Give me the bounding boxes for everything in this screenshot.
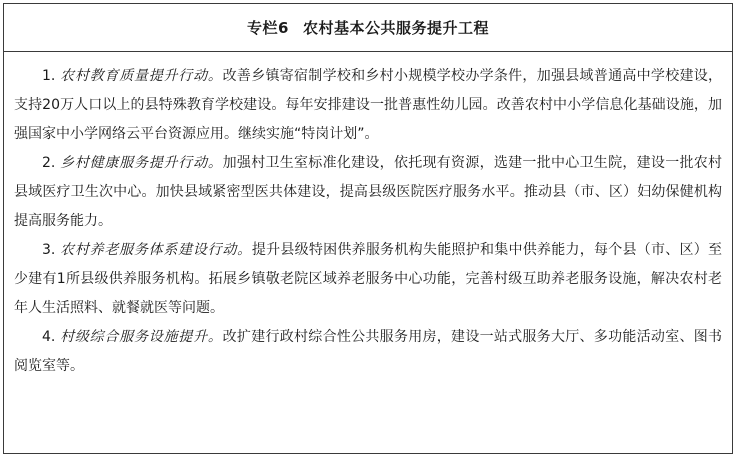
column-box	[3, 3, 733, 454]
item-heading: 乡村健康服务提升行动。	[60, 155, 223, 171]
column-content	[4, 52, 732, 381]
item-index: 3.	[42, 242, 56, 258]
list-item	[14, 236, 722, 323]
list-item	[14, 323, 722, 381]
list-item	[14, 62, 722, 149]
item-body: 改扩建行政村综合性公共服务用房，建设一站式服务大厅、多功能活动室、图书阅览室等。	[14, 329, 723, 374]
item-body: 提升县级特困供养服务机构失能照护和集中供养能力，每个县（市、区）至少建有1所县级供养服务机构。拓展乡镇敬老院区域养老服务中心功能，完善村级互助养老服务设施，解决农村老年人生活照料、就餐就医等问题。	[14, 242, 723, 316]
title-row	[4, 4, 732, 52]
item-index: 4.	[42, 329, 56, 345]
item-heading: 农村教育质量提升行动。	[60, 68, 223, 84]
column-title	[247, 17, 489, 38]
item-index: 1.	[42, 68, 56, 84]
item-body: 改善乡镇寄宿制学校和乡村小规模学校办学条件，加强县域普通高中学校建设，支持20万人口以上的县特殊教育学校建设。每年安排建设一批普惠性幼儿园。改善农村中小学信息化基础设施，加强国家中小学网络云平台资源应用。继续实施“特岗计划”。	[14, 68, 723, 142]
column-number: 专栏6	[247, 19, 289, 37]
list-item	[14, 149, 722, 236]
item-heading: 村级综合服务设施提升。	[60, 329, 223, 345]
item-heading: 农村养老服务体系建设行动。	[60, 242, 252, 258]
item-body: 加强村卫生室标准化建设，依托现有资源，选建一批中心卫生院，建设一批农村县域医疗卫生次中心。加快县域紧密型医共体建设，提高县级医院医疗服务水平。推动县（市、区）妇幼保健机构提高服务能力。	[14, 155, 723, 229]
item-index: 2.	[42, 155, 56, 171]
column-title-text: 农村基本公共服务提升工程	[302, 19, 489, 37]
